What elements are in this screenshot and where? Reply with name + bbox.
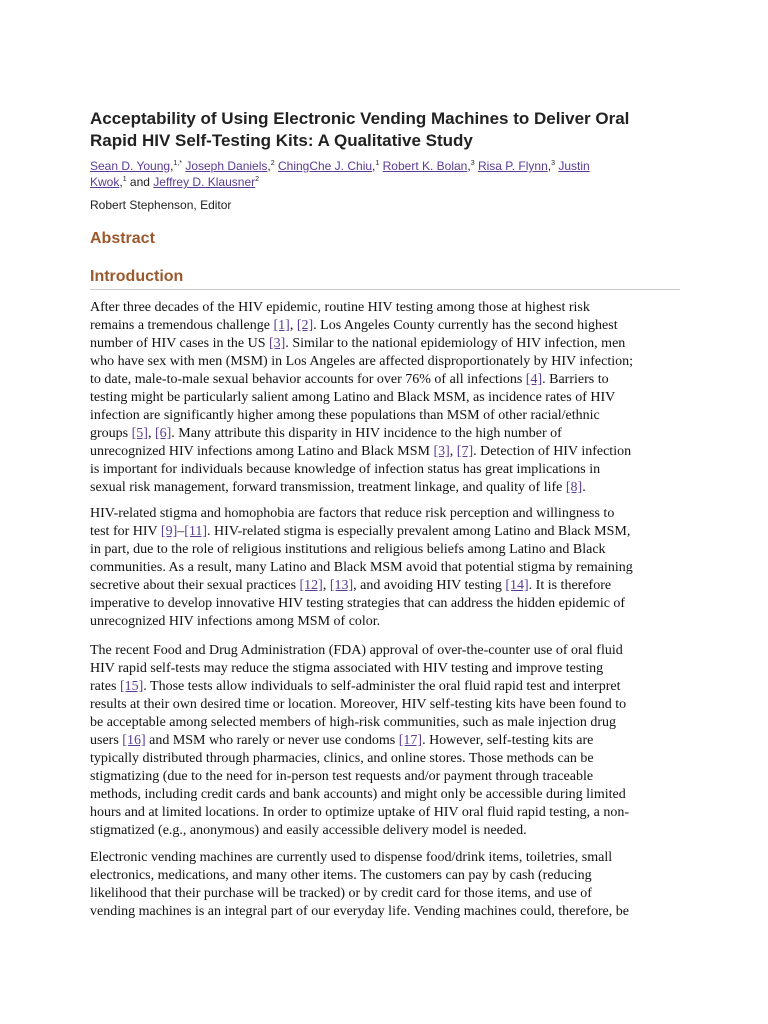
text-segment: , <box>322 578 330 593</box>
citation-link[interactable]: [17] <box>398 733 423 748</box>
citation-link[interactable]: [3] <box>269 336 286 351</box>
text-segment: . It is therefore <box>528 578 612 593</box>
text-segment: stigmatizing (due to the need for in-person test requests and/or payment through traceable <box>90 769 594 784</box>
text-line <box>90 804 682 822</box>
text-segment: electronics, medications, and many other items. The customers can pay by cash (reducing <box>90 868 592 883</box>
text-line <box>90 505 682 523</box>
text-line <box>90 577 682 595</box>
affiliation-marker: 1 <box>122 176 127 183</box>
text-line <box>90 595 682 613</box>
text-segment: stigmatized (e.g., anonymous) and easily accessible delivery model is needed. <box>90 823 527 838</box>
text-segment: communities. As a result, many Latino and Black MSM avoid that potential stigma by remaining <box>90 560 633 575</box>
citation-link[interactable]: [13] <box>329 578 354 593</box>
paragraph <box>90 849 682 921</box>
text-segment: to date, male-to-male sexual behavior accounts for over 76% of all infections <box>90 372 526 387</box>
text-segment: vending machines is an integral part of our everyday life. Vending machines could, therefore, be <box>90 904 629 919</box>
text-line <box>90 678 682 696</box>
author-separator: , <box>467 159 471 173</box>
text-line <box>90 461 682 479</box>
author-link[interactable]: Risa P. Flynn <box>477 159 548 173</box>
text-segment: . However, self-testing kits are <box>422 733 594 748</box>
text-segment: remains a tremendous challenge <box>90 318 274 333</box>
text-segment: users <box>90 733 123 748</box>
citation-link[interactable]: [1] <box>273 318 290 333</box>
text-segment: The recent Food and Drug Administration (FDA) approval of over-the-counter use of oral fluid <box>90 643 623 658</box>
citation-link[interactable]: [8] <box>565 480 583 495</box>
text-line <box>90 696 682 714</box>
text-segment: typically distributed through pharmacies, clinics, and online stores. Those methods can be <box>90 751 594 766</box>
text-segment: – <box>177 524 185 539</box>
text-segment: Electronic vending machines are currently used to dispense food/drink items, toiletries, small <box>90 850 613 865</box>
paragraph <box>90 505 682 631</box>
text-line <box>90 407 682 425</box>
text-segment: hours and at limited locations. In order to optimize uptake of HIV oral fluid rapid testing, a non- <box>90 805 629 820</box>
affiliation-marker: 2 <box>270 160 275 167</box>
text-segment: . Those tests allow individuals to self-administer the oral fluid rapid test and interpret <box>143 679 621 694</box>
text-line <box>90 768 682 786</box>
text-segment: . Detection of HIV infection <box>473 444 632 459</box>
text-line <box>90 885 682 903</box>
author-separator: , <box>372 159 376 173</box>
author-link[interactable]: Kwok <box>90 175 120 189</box>
text-segment: results at their own desired time or location. Moreover, HIV self-testing kits have been found to <box>90 697 627 712</box>
text-segment: unrecognized HIV infections among Latino and Black MSM <box>90 444 434 459</box>
text-line <box>90 389 682 407</box>
text-segment: unrecognized HIV infections among MSM of color. <box>90 614 381 629</box>
author-link[interactable]: Joseph Daniels <box>185 159 268 173</box>
text-line <box>90 642 682 660</box>
text-segment: HIV rapid self-tests may reduce the stigma associated with HIV testing and improve testing <box>90 661 604 676</box>
text-segment: HIV-related stigma and homophobia are factors that reduce risk perception and willingness to <box>90 506 615 521</box>
citation-link[interactable]: [3] <box>433 444 450 459</box>
text-segment: rates <box>90 679 120 694</box>
text-segment: imperative to develop innovative HIV testing strategies that can address the hidden epidemic of <box>90 596 626 611</box>
author-separator: , <box>119 175 123 189</box>
text-segment: , <box>449 444 457 459</box>
text-line <box>90 714 682 732</box>
affiliation-marker: 3 <box>551 160 556 167</box>
citation-link[interactable]: [9] <box>160 524 178 539</box>
text-segment: groups <box>90 426 132 441</box>
text-line <box>90 750 682 768</box>
text-line <box>90 353 682 371</box>
text-line <box>90 479 682 497</box>
author-link[interactable]: ChingChe J. Chiu <box>277 159 373 173</box>
affiliation-marker: 1,* <box>173 160 182 167</box>
paragraph <box>90 299 682 497</box>
text-line <box>90 867 682 885</box>
text-segment: , <box>289 318 297 333</box>
article-title-line: Acceptability of Using Electronic Vending Machines to Deliver Oral <box>90 109 630 128</box>
citation-link[interactable]: [12] <box>299 578 323 593</box>
text-line <box>90 786 682 804</box>
citation-link[interactable]: [15] <box>119 679 144 694</box>
citation-link[interactable]: [14] <box>505 578 529 593</box>
author-list <box>90 158 682 190</box>
text-segment: is important for individuals because knowledge of infection status has great implications in <box>90 462 601 477</box>
text-line <box>90 317 682 335</box>
author-line <box>90 174 682 190</box>
text-line <box>90 299 682 317</box>
text-segment: and MSM who rarely or never use condoms <box>145 733 399 748</box>
affiliation-marker: 3 <box>470 160 475 167</box>
text-line <box>90 822 682 840</box>
text-segment: infection are significantly higher among these populations than MSM of other racial/ethnic <box>90 408 600 423</box>
text-line <box>90 732 682 750</box>
text-segment: sexual risk management, forward transmission, treatment linkage, and quality of life <box>90 480 566 495</box>
text-segment: test for HIV <box>90 524 161 539</box>
citation-link[interactable]: [6] <box>154 426 172 441</box>
text-line <box>90 371 682 389</box>
author-separator: , <box>170 159 174 173</box>
text-segment: After three decades of the HIV epidemic, routine HIV testing among those at highest risk <box>90 300 590 315</box>
text-line <box>90 849 682 867</box>
article-title-line: Rapid HIV Self-Testing Kits: A Qualitative Study <box>90 131 473 150</box>
text-segment: testing might be particularly salient among Latino and Black MSM, as incidence rates of HIV <box>90 390 616 405</box>
text-line <box>90 541 682 559</box>
citation-link[interactable]: [4] <box>525 372 543 387</box>
author-separator: , <box>267 159 271 173</box>
text-line <box>90 443 682 461</box>
citation-link[interactable]: [16] <box>122 733 146 748</box>
text-segment: . HIV-related stigma is especially prevalent among Latino and Black MSM, <box>207 524 631 539</box>
paragraph <box>90 642 682 840</box>
text-segment: likelihood that their purchase will be tracked) or by credit card for those items, and use of <box>90 886 592 901</box>
author-link[interactable]: Robert K. Bolan <box>382 159 468 173</box>
text-segment: be acceptable among selected members of high-risk communities, such as male injection drug <box>90 715 616 730</box>
text-segment: methods, including credit cards and bank accounts) and might only be accessible during limited <box>90 787 626 802</box>
author-separator: , <box>547 159 552 173</box>
text-line <box>90 425 682 443</box>
article-title <box>90 108 682 152</box>
text-segment: number of HIV cases in the US <box>90 336 269 351</box>
text-segment: . Los Angeles County currently has the second highest <box>313 318 618 333</box>
text-line <box>90 559 682 577</box>
author-link[interactable]: Jeffrey D. Klausner <box>153 175 256 189</box>
text-segment: in part, due to the role of religious institutions and religious beliefs among Latino and Black <box>90 542 606 557</box>
author-separator: and <box>126 175 154 189</box>
text-segment: . <box>582 480 586 495</box>
text-segment: secretive about their sexual practices <box>90 578 300 593</box>
text-segment: , <box>147 426 155 441</box>
author-link[interactable]: Justin <box>558 159 590 173</box>
text-line <box>90 613 682 631</box>
editor-credit: Robert Stephenson, Editor <box>90 198 232 212</box>
text-segment: who have sex with men (MSM) in Los Angeles are affected disproportionately by HIV infection; <box>90 354 634 369</box>
text-line <box>90 903 682 921</box>
author-link[interactable]: Sean D. Young <box>90 159 171 173</box>
citation-link[interactable]: [5] <box>131 426 148 441</box>
affiliation-marker: 2 <box>255 176 260 183</box>
text-segment: . Many attribute this disparity in HIV incidence to the high number of <box>171 426 562 441</box>
abstract-heading[interactable]: Abstract <box>90 230 155 247</box>
author-line <box>90 158 682 174</box>
text-segment: . Similar to the national epidemiology of HIV infection, men <box>285 336 626 351</box>
introduction-heading: Introduction <box>90 268 680 290</box>
text-line <box>90 523 682 541</box>
text-line <box>90 335 682 353</box>
text-segment: , and avoiding HIV testing <box>353 578 506 593</box>
citation-link[interactable]: [2] <box>296 318 314 333</box>
citation-link[interactable]: [7] <box>456 444 474 459</box>
text-segment: . Barriers to <box>542 372 609 387</box>
citation-link[interactable]: [11] <box>184 524 208 539</box>
text-line <box>90 660 682 678</box>
affiliation-marker: 1 <box>375 160 380 167</box>
